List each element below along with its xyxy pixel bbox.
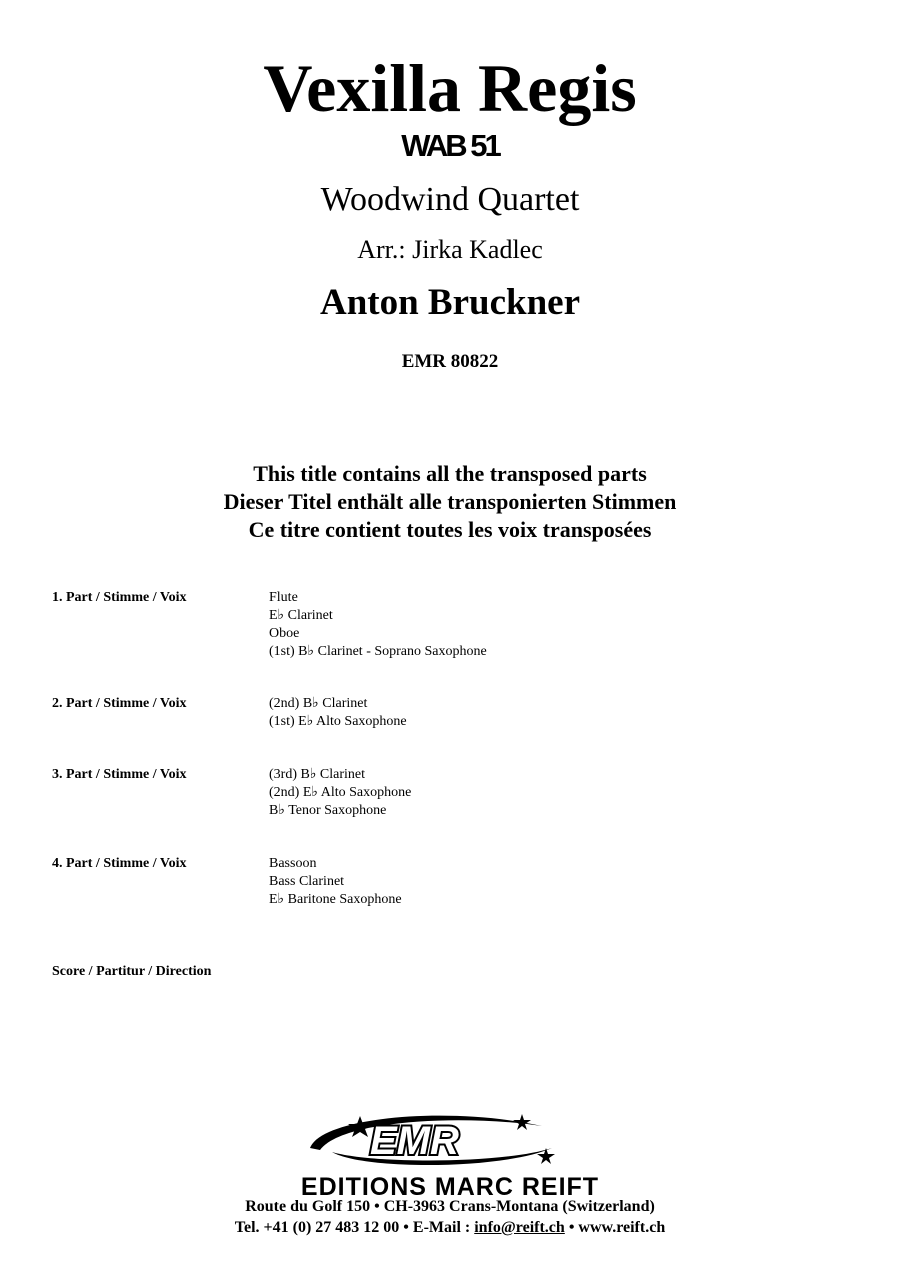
logo-text: EMR xyxy=(370,1119,459,1163)
part-4-label: 4. Part / Stimme / Voix xyxy=(52,856,187,871)
transposition-notice xyxy=(0,460,900,544)
score-label: Score / Partitur / Direction xyxy=(52,964,212,979)
part-4-instruments xyxy=(269,855,402,909)
notice-german: Dieser Titel enthält alle transponierten Stimmen xyxy=(223,489,677,514)
publisher-address: Route du Golf 150 • CH-3963 Crans-Montana (Switzerland) xyxy=(245,1198,655,1215)
part-3-instruments xyxy=(269,766,411,820)
instrument: Bass Clarinet xyxy=(269,874,345,889)
instrument: (2nd) B♭ Clarinet xyxy=(269,696,368,711)
part-1-instruments xyxy=(269,589,487,661)
edition-number: EMR 80822 xyxy=(401,351,499,372)
arranger: Arr.: Jirka Kadlec xyxy=(357,235,543,264)
instrument: (2nd) E♭ Alto Saxophone xyxy=(269,785,412,800)
instrument: E♭ Baritone Saxophone xyxy=(269,892,402,907)
email-link[interactable]: info@reift.ch xyxy=(474,1219,565,1236)
instrument: E♭ Clarinet xyxy=(269,608,333,623)
instrument: B♭ Tenor Saxophone xyxy=(269,803,387,818)
emr-logo xyxy=(302,1108,564,1174)
notice-french: Ce titre contient toutes les voix transposées xyxy=(248,517,652,542)
catalog-number: WAB 51 xyxy=(401,128,499,163)
notice-english: This title contains all the transposed parts xyxy=(253,461,647,486)
part-3-label: 3. Part / Stimme / Voix xyxy=(52,767,187,782)
ensemble: Woodwind Quartet xyxy=(320,181,580,218)
website[interactable]: • www.reift.ch xyxy=(564,1219,666,1236)
part-2-instruments xyxy=(269,695,407,731)
part-1-label: 1. Part / Stimme / Voix xyxy=(52,590,187,605)
instrument: Flute xyxy=(269,590,298,605)
publisher-contact xyxy=(0,1218,900,1238)
instrument: (1st) E♭ Alto Saxophone xyxy=(269,714,407,729)
instrument: Bassoon xyxy=(269,856,317,871)
instrument: (3rd) B♭ Clarinet xyxy=(269,767,366,782)
publisher-name: EDITIONS MARC REIFT xyxy=(300,1173,600,1201)
telephone: Tel. +41 (0) 27 483 12 00 • E-Mail : xyxy=(234,1219,475,1236)
piece-title: Vexilla Regis xyxy=(263,50,637,126)
instrument: Oboe xyxy=(269,626,300,641)
composer: Anton Bruckner xyxy=(319,282,581,323)
instrument: (1st) B♭ Clarinet - Soprano Saxophone xyxy=(269,644,487,659)
part-2-label: 2. Part / Stimme / Voix xyxy=(52,696,187,711)
